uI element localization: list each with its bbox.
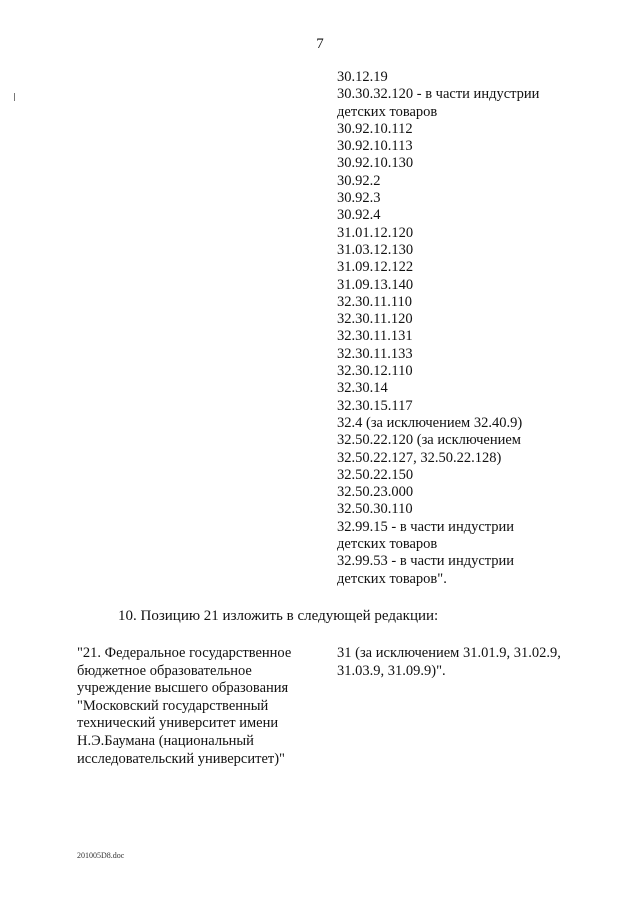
code-line: 31.09.13.140 [337,276,414,293]
code-line: 31.09.12.122 [337,259,414,276]
code-line: детских товаров [337,103,438,120]
code-line: 31.03.12.130 [337,241,414,258]
item-10-paragraph: 10. Позицию 21 изложить в следующей редакции: [118,608,439,624]
code-line: 30.92.10.113 [337,138,413,155]
position-21-codes [337,645,597,680]
code-line: 32.50.22.120 (за исключением [337,432,521,449]
code-line: 32.99.53 - в части индустрии [337,553,515,570]
position-code-line: 31.03.9, 31.09.9)". [337,662,446,679]
code-line: 30.92.4 [337,207,381,224]
code-line: 30.92.2 [337,172,381,189]
code-line: 32.30.11.131 [337,328,413,345]
organization-line: "21. Федеральное государственное [77,645,292,661]
code-line: 32.50.30.110 [337,501,413,518]
organization-line: учреждение высшего образования [77,680,289,697]
document-id: 201005D8.doc [77,851,125,860]
position-code-line: 31 (за исключением 31.01.9, 31.02.9, [337,645,561,661]
code-line: 32.4 (за исключением 32.40.9) [337,414,523,431]
page-number: 7 [316,36,324,52]
code-line: 31.01.12.120 [337,224,414,241]
code-line: 32.50.22.150 [337,466,414,483]
organization-line: "Московский государственный [77,697,269,714]
code-line: 32.30.14 [337,380,388,397]
code-line: 32.30.11.133 [337,345,413,362]
code-line: 30.92.10.130 [337,155,414,172]
codes-list [337,69,577,588]
code-line: 32.30.11.120 [337,311,413,328]
position-21-organization [77,645,322,768]
margin-mark [14,93,15,101]
code-line: 32.99.15 - в части индустрии [337,518,515,535]
code-line: 30.92.3 [337,190,381,207]
code-line: 30.12.19 [337,69,388,85]
organization-line: бюджетное образовательное [77,662,252,679]
organization-line: Н.Э.Баумана (национальный [77,732,254,749]
code-line: детских товаров [337,536,438,553]
code-line: 32.30.11.110 [337,293,413,310]
code-line: 30.92.10.112 [337,120,413,137]
code-line: 32.30.12.110 [337,363,413,380]
code-line: 32.50.22.127, 32.50.22.128) [337,449,502,466]
code-line: детских товаров". [337,570,447,587]
code-line: 30.30.32.120 - в части индустрии [337,86,540,103]
organization-line: технический университет имени [77,715,279,732]
code-line: 32.50.23.000 [337,484,414,501]
organization-line: исследовательский университет)" [77,750,285,767]
code-line: 32.30.15.117 [337,397,413,414]
